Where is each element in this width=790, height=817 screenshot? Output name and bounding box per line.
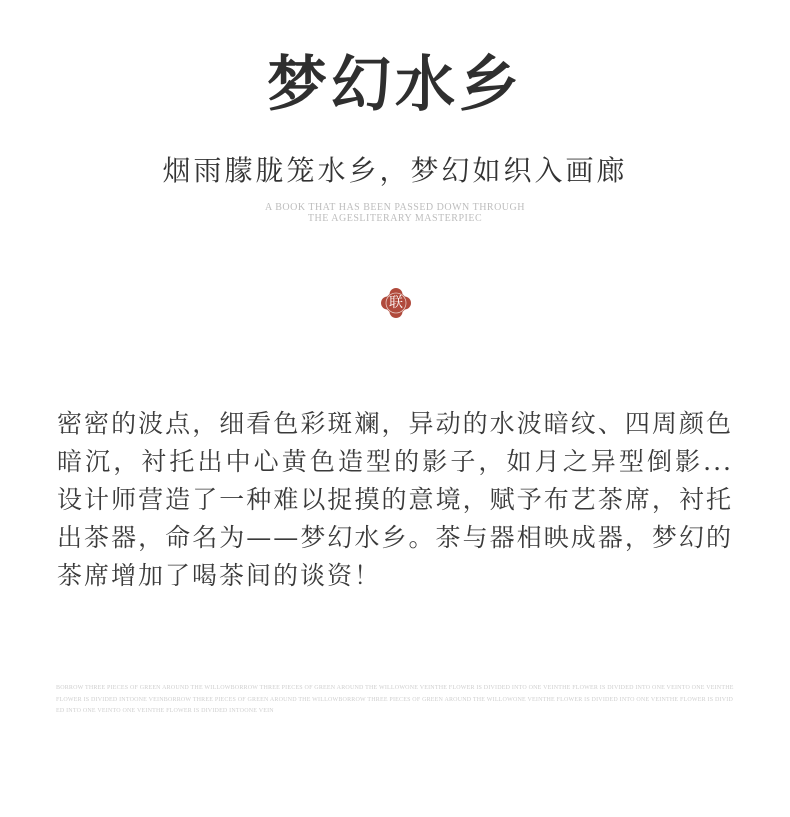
seal-badge (380, 287, 412, 319)
english-tagline-line-1: A BOOK THAT HAS BEEN PASSED DOWN THROUGH (265, 202, 525, 213)
page-title: 梦幻水乡 (267, 50, 523, 120)
description-paragraph: 密密的波点，细看色彩斑斓，异动的水波暗纹、四周颜色暗沉，衬托出中心黄色造型的影子，如月之异型倒影... 设计师营造了一种难以捉摸的意境，赋予布艺茶席，衬托出茶器，命名为——梦幻水乡。茶与器相映成器，梦幻的茶席增加了喝茶间的谈资！ (57, 409, 733, 590)
seal-character: 联 (389, 295, 403, 311)
decorative-fine-print: BORROW THREE PIECES OF GREEN AROUND THE WILLOWBORROW THREE PIECES OF GREEN AROUND THE WILLOWONE VEINTHE FLOWER IS DIVIDED INTO ONE VEINTHE FLOWER IS DIVIDED INTO ONE VEINTO ONE VEINTHE FLOWER IS DIVIDED INTOONE VEINBORROW THREE PIECES OF GREEN AROUND THE WILLOWBORROW THREE PIECES OF GREEN AROUND THE WILLOWONE VEINTHE FLOWER IS DIVIDED INTO ONE VEINTHE FLOWER IS DIVIDED INTO ONE VEINTO ONE VEINTHE FLOWER IS DIVIDED INTOONE VEIN (56, 685, 734, 714)
page-subtitle: 烟雨朦胧笼水乡，梦幻如织入画廊 (162, 154, 628, 187)
english-tagline (0, 202, 790, 224)
english-tagline-line-2: THE AGESLITERARY MASTERPIEC (307, 213, 483, 224)
